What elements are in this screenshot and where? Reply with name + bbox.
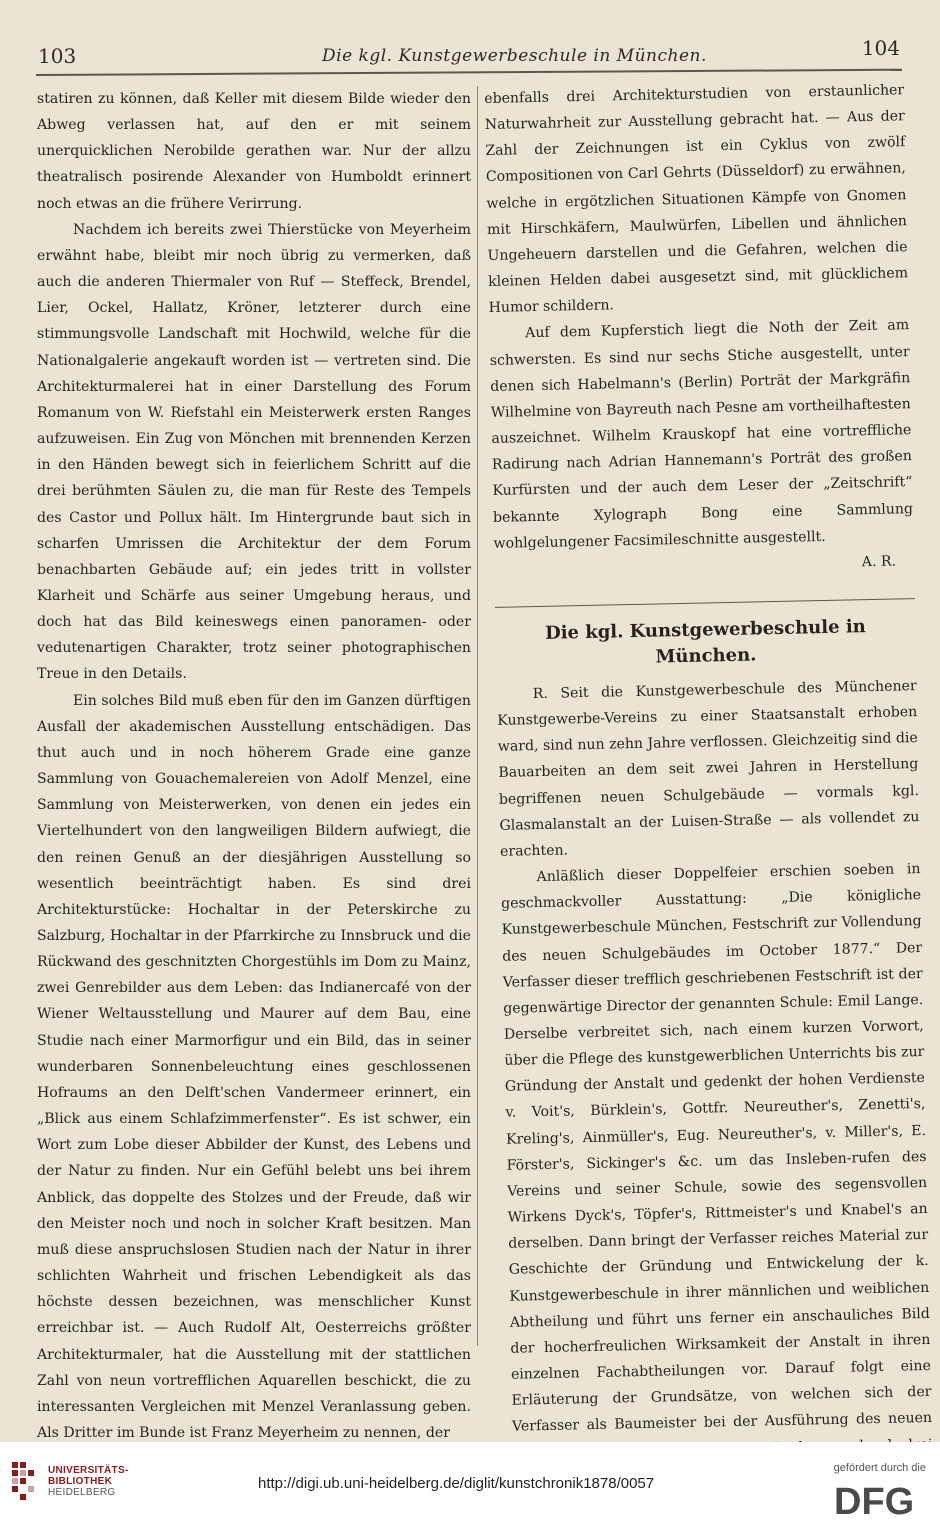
paragraph: Auf dem Kupferstich liegt die Noth der Zeit am schwersten. Es sind nur sechs Stiche ausgestellt, unter denen sich Habelmann's (Berlin) Porträt der Markgräfin Wilhelmine von Bayreuth nach Pesne am vortheilhaftesten auszeichnet. Wilhelm Krauskopf hat eine vortreffliche Radirung nach Adrian Hannemann's Porträt des großen Kurfürsten und der auch dem Leser der „Zeitschrift“ bekannte Xylograph Bong eine Sammlung wohlgelungener Facsimileschnitte ausgestellt. (489, 317, 914, 552)
institution-name-line-3: HEIDELBERG (48, 1487, 116, 1498)
section-divider (495, 598, 915, 608)
paragraph: R. Seit die Kunstgewerbeschule des Münchener Kunstgewerbe-Vereins zu einer Staatsanstalt erhoben ward, sind nun zehn Jahre verflossen. Gleichzeitig sind die Bauarbeiten an dem seit zwei Jahren in Herstellung begriffenen neuen Schulgebäude — vormals kgl. Glasmalanstalt an der Luisen-Straße — als vollendet zu erachten. (497, 678, 920, 860)
paragraph: Nachdem ich bereits zwei Thierstücke von Meyerheim erwähnt habe, bleibt mir noch übrig zu vermerken, daß auch die anderen Thiermaler von Ruf — Steffeck, Brendel, Lier, Ockel, Hallatz, Kröner, letzterer durch eine stimmungsvolle Landschaft mit Hochwild, welche für die Nationalgalerie angekauft worden ist — vertreten sind. Die Architekturmalerei hat in einer Darstellung des Forum Romanum von W. Riefstahl ein Meisterwerk ersten Ranges aufzuweisen. Ein Zug von Mönchen mit brennenden Kerzen in den Händen bewegt sich in feierlichem Schritt auf die drei berühmten Säulen zu, die man für Reste des Tempels des Castor und Pollux hält. Im Hintergrunde baut sich in scharfen Umrissen die Architektur der dem Forum benachbarten Gebäude auf; ein jedes tritt in vollster Klarheit und Schärfe aus seiner Umgebung heraus, und doch hat das Bild keineswegs einen panoramen- oder vedutenartigen Charakter, trotz seiner photographischen Treue in den Details. (37, 221, 471, 683)
paragraph: ebenfalls drei Architekturstudien von erstaunlicher Naturwahrheit zur Ausstellung gebracht hat. — Aus der Zahl der Zeichnungen ist ein Cyklus von zwölf Compositionen von Carl Gehrts (Düsseldorf) zu erwähnen, welche in ergötzlichen Situationen Kämpfe von Gnomen mit Hirschkäfern, Maulwürfen, Libellen und ähnlichen Ungeheuern darstellen und die Gefahren, welchen die kleinen Helden dabei ausgesetzt sind, mit glücklichem Humor schildern. (484, 82, 909, 317)
paragraph: Ein solches Bild muß eben für den im Ganzen dürftigen Ausfall der akademischen Ausstellung entschädigen. Das thut auch und in noch höherem Grade eine ganze Sammlung von Gouachemalereien von Adolf Menzel, eine Sammlung von Meisterwerken, von denen ein jedes ein Viertelhundert von den langweiligen Bildern aufwiegt, die den reinen Genuß an der diesjährigen Ausstellung so wesentlich beeinträchtigt haben. Es sind drei Architekturstücke: Hochaltar in der Peterskirche zu Salzburg, Hochaltar in der Pfarrkirche zu Innsbruck und die Rückwand des geschnitzten Chorgestühls im Dom zu Mainz, zwei Genrebilder aus dem Leben: das Indianercafé von der Wiener Weltausstellung und Maurer auf dem Bau, eine Studie nach einer Marmorfigur und ein Bild, das in seiner wunderbaren Sonnenbeleuchtung eines geschlossenen Hofraums an den Delft'schen Vandermeer erinnert, ein „Blick aus einem Schlafzimmerfenster“. Es ist schwer, ein Wort zum Lobe dieser Abbilder der Kunst, des Lebens und der Natur zu finden. Nur ein Gefühl belebt uns bei ihrem Anblick, das doppelte des Stolzes und der Freude, daß wir den Meister noch und noch in solcher Kraft besitzen. Man muß diese anspruchslosen Studien nach der Natur in ihrer schlichten Wahrheit und frischen Lebendigkeit als das höchste dessen bezeichnen, was menschlicher Kunst erreichbar ist. — Auch Rudolf Alt, Oesterreichs größter Architekturmaler, hat die Ausstellung mit der stattlichen Zahl von neun vortrefflichen Aquarellen beschickt, die zu interessanten Vergleichen mit Menzel Veranlassung geben. Als Dritter im Bunde ist Franz Meyerheim zu nennen, der (37, 692, 471, 1441)
page-number-left: 103 (38, 44, 77, 68)
university-library-logo-icon (10, 1460, 40, 1506)
paragraph: statiren zu können, daß Keller mit diesem Bilde wieder den Abweg verlassen hat, auf den er mit seinem unerquicklichen Nerobilde gerathen war. Nur der allzu theatralisch posirende Alexander von Humboldt erinnert noch etwas an die frühere Verirrung. (37, 91, 471, 212)
institution-name-line-2: BIBLIOTHEK (48, 1476, 113, 1487)
dfg-logo-text: DFG (834, 1481, 915, 1523)
column-divider (477, 86, 478, 1346)
left-column (37, 86, 471, 1446)
institution-name-line-1: UNIVERSITÄTS- (48, 1465, 129, 1476)
section-title: Die kgl. Kunstgewerbeschule in München. (544, 616, 866, 668)
permalink-url[interactable]: http://digi.ub.uni-heidelberg.de/diglit/kunstchronik1878/0057 (258, 1475, 655, 1492)
author-signature: A. R. (861, 553, 897, 571)
right-column (484, 77, 933, 1492)
header-rule (36, 69, 902, 76)
page-header (0, 0, 940, 80)
funded-by-label: gefördert durch die (833, 1462, 926, 1474)
page-number-right: 104 (861, 36, 900, 60)
running-title: Die kgl. Kunstgewerbeschule in München. (322, 46, 707, 66)
dfg-logo-icon (834, 1480, 924, 1523)
paragraph: Anläßlich dieser Doppelfeier erschien soeben in geschmackvoller Ausstattung: „Die königliche Kunstgewerbeschule München, Festschrift zur Vollendung des neuen Schulgebäudes im October 1877.“ Der Verfasser dieser trefflich geschriebenen Festschrift ist der gegenwärtige Director der genannten Schule: Emil Lange. Derselbe verbreitet sich, nach einem kurzen Vorwort, über die Pflege des kunstgewerblichen Unterrichts bis zur Gründung der Anstalt und gedenkt der hohen Verdienste v. Voit's, Bürklein's, Gottfr. Neureuther's, Zenetti's, Kreling's, Ainmüller's, Eug. Neureuther's, v. Miller's, E. Förster's, Sickinger's &c. um das Insleben-rufen des Vereins und seiner Schule, sowie des segensvollen Wirkens Dyck's, Töpfer's, Rittmeister's und Knabel's an derselben. Dann bringt der Verfasser reiches Material zur Geschichte der Gründung und Entwickelung der k. Kunstgewerbeschule in ihrer männlichen und weiblichen Abtheilung und führt uns ferner ein anschauliches Bild der hocherfreulichen Wirksamkeit der Anstalt in ihren einzelnen Fachabtheilungen vor. Darauf folgt eine Erläuterung der Grundsätze, von welchen sich der Verfasser als Baumeister bei der Ausführung des neuen (500, 861, 933, 1436)
